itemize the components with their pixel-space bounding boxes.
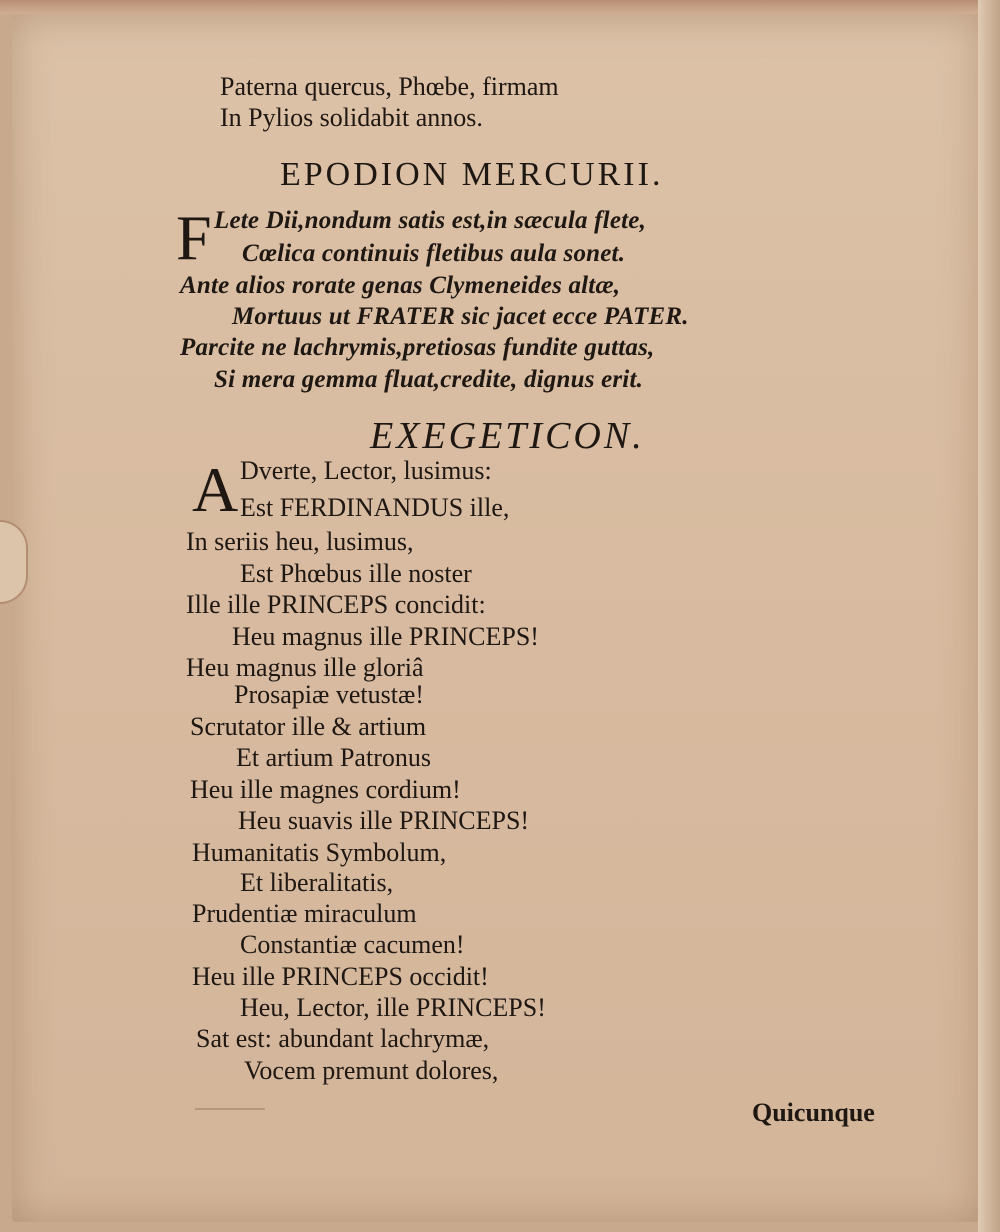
dropcap-a: A: [192, 454, 239, 525]
exegeticon-line: Est Phœbus ille noster: [240, 559, 472, 588]
catchword: Quicunque: [752, 1098, 875, 1127]
epodion-line: Mortuus ut FRATER sic jacet ecce PATER.: [232, 303, 689, 330]
exegeticon-line: Ille ille PRINCEPS concidit:: [186, 590, 486, 619]
exegeticon-line: Dverte, Lector, lusimus:: [240, 456, 492, 485]
exegeticon-line: In seriis heu, lusimus,: [186, 527, 414, 556]
page-top-edge: [0, 0, 1000, 14]
exegeticon-line: Constantiæ cacumen!: [240, 930, 465, 959]
exegeticon-line: Est FERDINANDUS ille,: [240, 493, 510, 522]
smudge-mark: [195, 1108, 265, 1110]
section-heading-epodion: EPODION MERCURII.: [280, 156, 664, 193]
exegeticon-line: Humanitatis Symbolum,: [192, 838, 447, 867]
exegeticon-line: Prudentiæ miraculum: [192, 899, 417, 928]
epodion-line: Ante alios rorate genas Clymeneides altæ,: [180, 272, 621, 299]
exegeticon-line: Vocem premunt dolores,: [244, 1056, 499, 1085]
page-right-edge: [978, 0, 1000, 1232]
exegeticon-line: Heu ille PRINCEPS occidit!: [192, 962, 489, 991]
epodion-line: Parcite ne lachrymis,pretiosas fundite guttas,: [180, 334, 655, 361]
verse-line: In Pylios solidabit annos.: [220, 103, 483, 132]
epodion-line: Lete Dii,nondum satis est,in sæcula flete,: [214, 207, 647, 234]
exegeticon-line: Heu, Lector, ille PRINCEPS!: [240, 993, 546, 1022]
epodion-line: Cœlica continuis fletibus aula sonet.: [242, 240, 626, 267]
verse-line: Paterna quercus, Phœbe, firmam: [220, 72, 559, 101]
exegeticon-line: Heu magnus ille PRINCEPS!: [232, 622, 539, 651]
exegeticon-line: Sat est: abundant lachrymæ,: [196, 1024, 490, 1053]
exegeticon-line: Et artium Patronus: [236, 743, 431, 772]
exegeticon-line: Heu magnus ille gloriâ: [186, 653, 424, 682]
page-sheet: [12, 14, 980, 1222]
section-heading-exegeticon: EXEGETICON.: [370, 415, 645, 457]
exegeticon-line: Prosapiæ vetustæ!: [234, 680, 424, 709]
exegeticon-line: Heu ille magnes cordium!: [190, 775, 461, 804]
exegeticon-line: Heu suavis ille PRINCEPS!: [238, 806, 530, 835]
exegeticon-line: Et liberalitatis,: [240, 868, 394, 897]
dropcap-f: F: [176, 202, 212, 273]
epodion-line: Si mera gemma fluat,credite, dignus erit.: [214, 366, 644, 393]
exegeticon-line: Scrutator ille & artium: [190, 712, 427, 741]
